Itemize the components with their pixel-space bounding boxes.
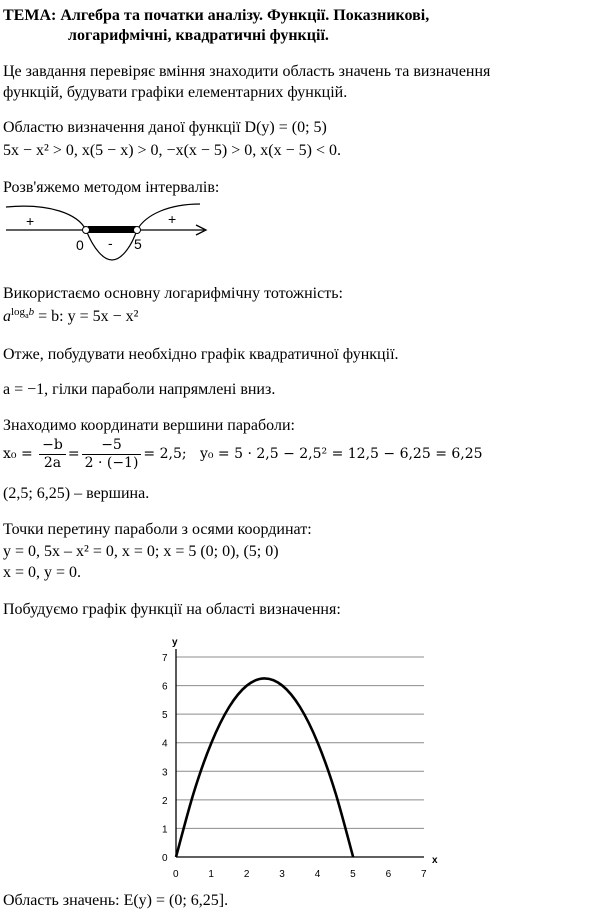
intersections-line2: x = 0, y = 0. <box>3 564 82 581</box>
y-tick-label: 2 <box>162 795 168 807</box>
identity-formula: $a^{log_ab} = b$: y = 5x − x² <box>3 306 139 325</box>
build-text: Побудуємо графік функції на області визначення: <box>3 601 341 618</box>
fraction-1-num: −b <box>39 437 66 455</box>
title-prefix: ТЕМА: <box>3 7 57 24</box>
y-tick-label: 0 <box>162 853 168 864</box>
intersections-line1: y = 0, 5x – x² = 0, x = 0; x = 5 (0; 0), (5; 0) <box>3 543 279 560</box>
identity-text: Використаємо основну логарифмічну тотожність: <box>3 285 343 302</box>
intervals-text: Розв'яжемо методом інтервалів: <box>3 179 220 196</box>
y-tick-label: 5 <box>162 710 168 722</box>
label-five: 5 <box>134 236 142 252</box>
vertex-point: (2,5; 6,25) – вершина. <box>3 485 150 502</box>
fraction-1-den: 2a <box>43 454 62 471</box>
y-tick-label: 6 <box>162 681 168 693</box>
parabola-chart <box>140 632 450 882</box>
plus-left: + <box>26 213 35 229</box>
title-line1: Алгебра та початки аналізу. Функції. Показникові, <box>60 7 430 24</box>
x-tick-label: 6 <box>385 869 392 880</box>
y0-expression: y₀ = 5 · 2,5 − 2,5² = 12,5 − 6,25 = 6,25 <box>199 446 483 462</box>
fraction-2-den: 2 · (−1) <box>84 454 139 471</box>
intersections-text: Точки перетину параболи з осями координат: <box>3 521 312 538</box>
vertex-text: Знаходимо координати вершини параболи: <box>3 417 295 434</box>
intro-line1: Це завдання перевіряє вміння знаходити область значень та визначення <box>3 63 491 80</box>
vertex-formula: x₀ = $\frac{-b}{2a}$ = $\frac{-5}{2 \cdot (-1)}$ = 2,5; y₀ = 5 · 2,5 − 2,5² = 12,5 − 6,25 = 6,25 <box>3 436 483 471</box>
page-title <box>3 6 429 46</box>
need-text: Отже, побудувати необхідно графік квадратичної функції. <box>3 346 399 363</box>
intro-line2: функцій, будувати графіки елементарних функцій. <box>3 84 348 101</box>
x-tick-label: 3 <box>279 869 285 880</box>
x-tick-label: 5 <box>350 869 356 880</box>
interval-diagram <box>0 198 215 268</box>
x-tick-label: 0 <box>173 869 179 880</box>
title-line2: логарифмічні, квадратичні функції. <box>68 27 329 44</box>
plus-right: + <box>168 211 177 227</box>
label-zero: 0 <box>76 237 84 253</box>
x0-result: = 2,5; <box>143 446 187 462</box>
fraction-1 <box>39 437 66 472</box>
x-tick-label: 4 <box>314 869 321 880</box>
y-tick-label: 3 <box>162 767 168 779</box>
range-text: Область значень: E(y) = (0; 6,25]. <box>3 892 229 909</box>
y-tick-label: 1 <box>162 824 168 836</box>
branches-text: a = −1, гілки параболи напрямлені вниз. <box>3 381 276 398</box>
x0-label: x₀ = <box>3 446 33 462</box>
open-point-0 <box>83 227 90 234</box>
x-tick-label: 2 <box>243 869 250 880</box>
minus-sign: - <box>108 235 113 251</box>
domain-line1: Областю визначення даної функції D(y) = (0; 5) <box>3 119 327 136</box>
fraction-2 <box>82 437 142 472</box>
domain-line2: 5x − x² > 0, x(5 − x) > 0, −x(x − 5) > 0, x(x − 5) < 0. <box>3 142 341 159</box>
open-point-5 <box>134 227 141 234</box>
x-tick-label: 7 <box>421 869 427 880</box>
identity-formula-rhs: = b: y = 5x − x² <box>38 308 139 325</box>
y-tick-label: 7 <box>162 653 168 664</box>
interval-bar <box>88 226 136 233</box>
y-tick-label: 4 <box>162 738 168 750</box>
fraction-2-num: −5 <box>82 437 142 455</box>
series-line-0 <box>176 678 353 857</box>
x-axis-label: x <box>432 855 438 866</box>
x-tick-label: 1 <box>208 869 214 880</box>
y-axis-label: y <box>172 637 178 648</box>
